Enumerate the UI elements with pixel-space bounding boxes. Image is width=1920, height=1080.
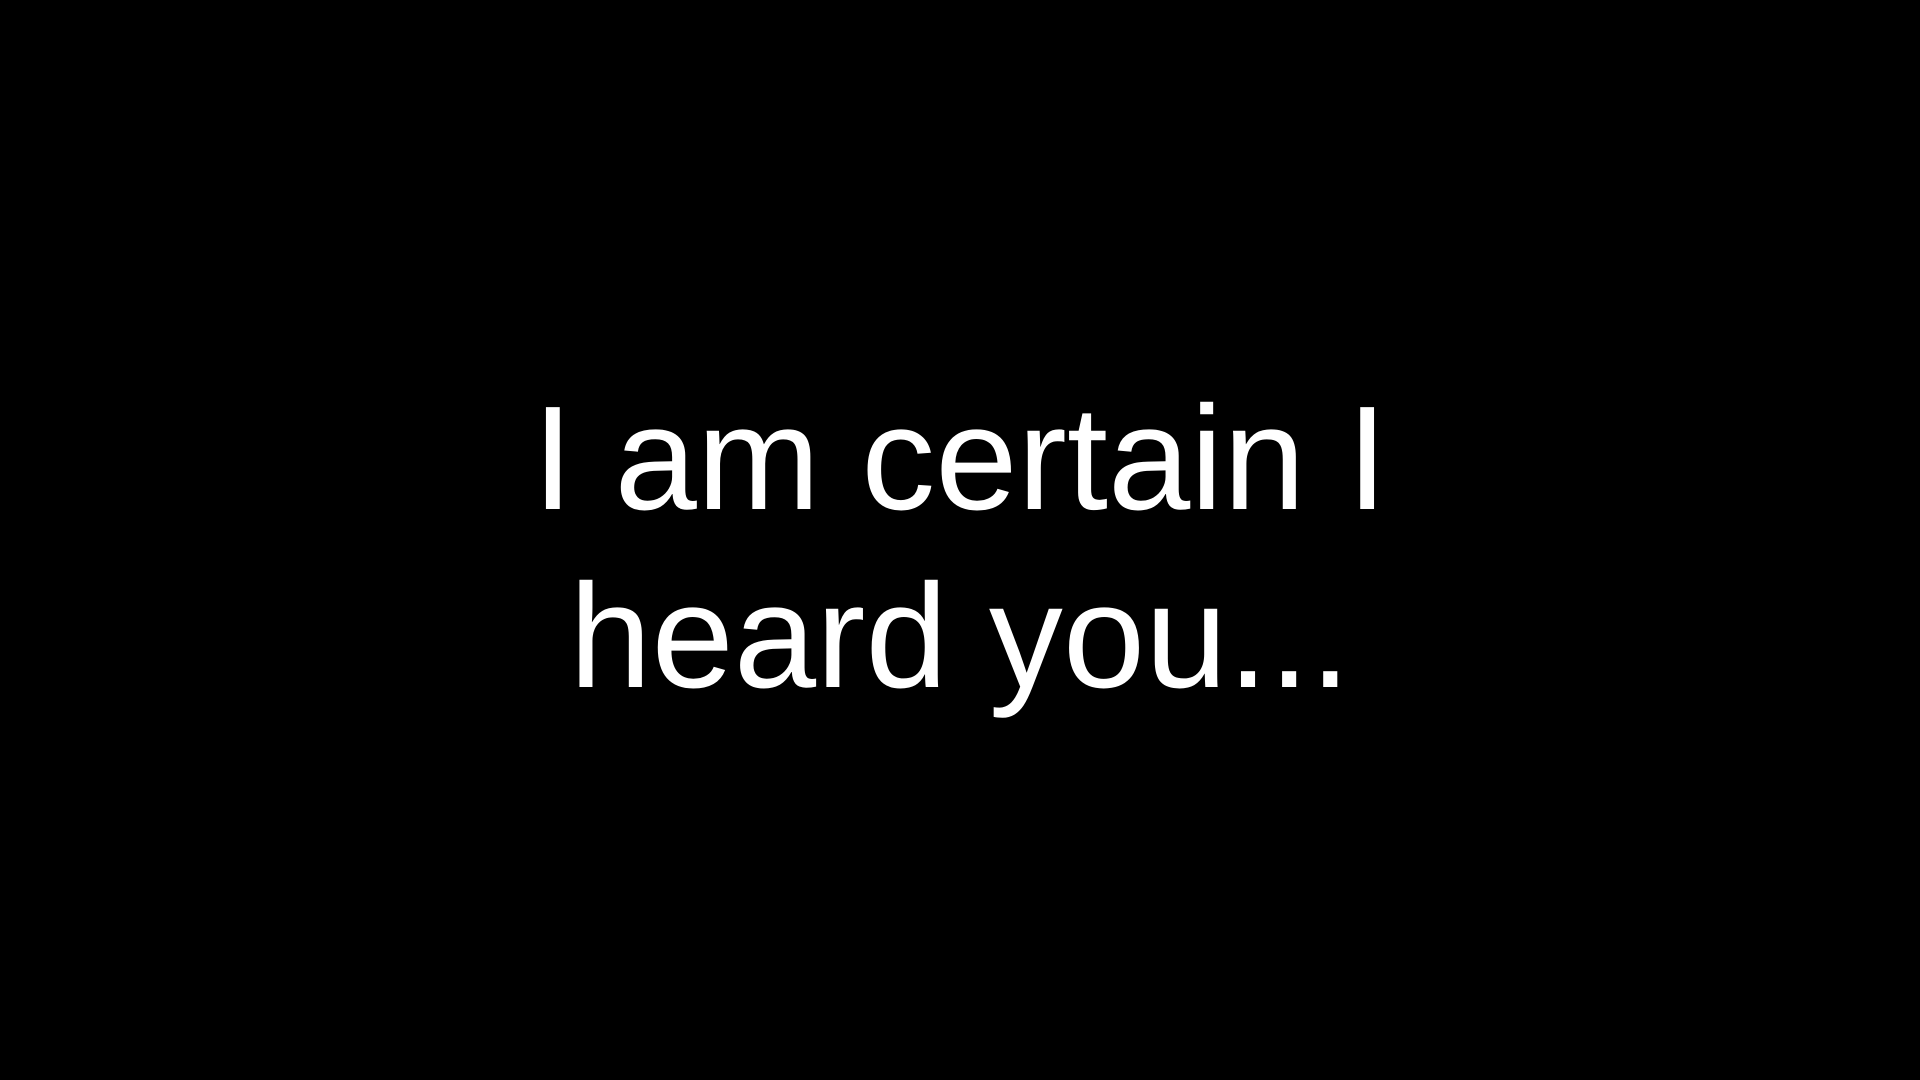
caption-line-2: heard you... xyxy=(569,554,1351,719)
caption-text xyxy=(0,370,1920,726)
caption-line-1: I am certain I xyxy=(532,376,1388,541)
